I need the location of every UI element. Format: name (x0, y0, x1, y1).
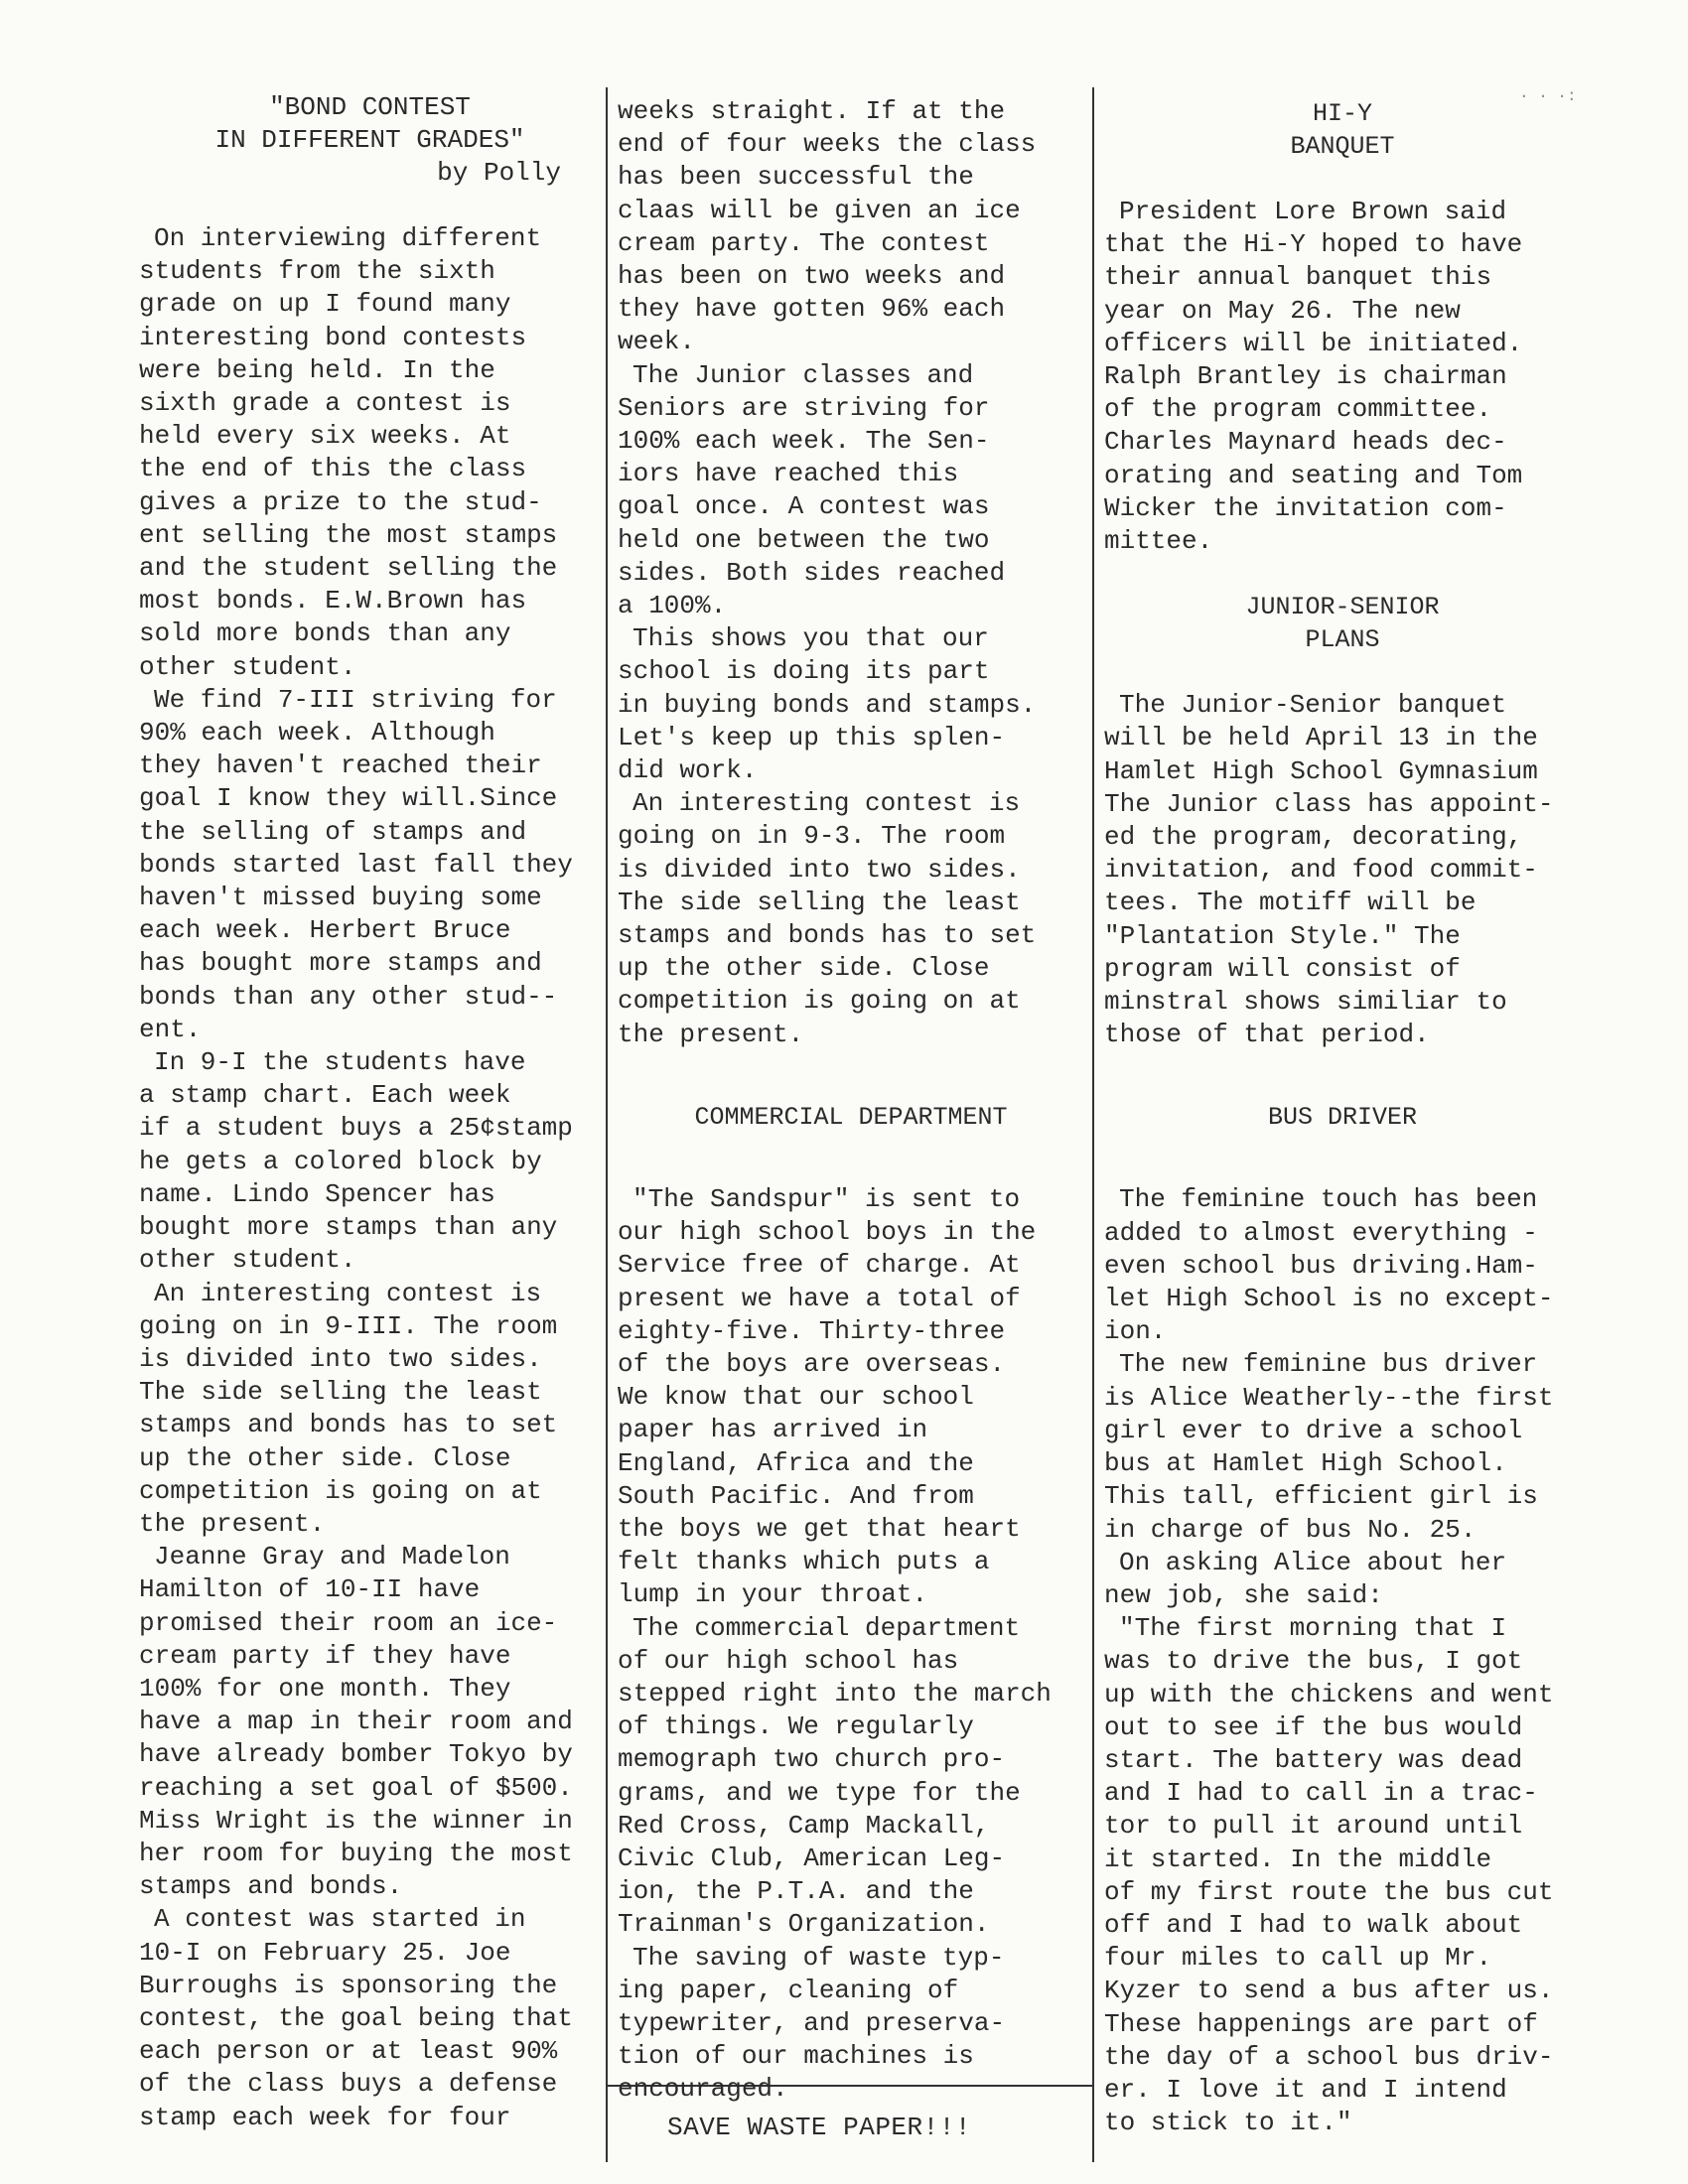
column-1 (139, 91, 601, 2134)
paragraph: This shows you that our school is doing its part in buying bonds and stamps. Let's keep up this splen- did work. (618, 623, 1037, 786)
article-title-line-1: "BOND CONTEST (269, 92, 471, 122)
bus-driver-article (1104, 1183, 1581, 2139)
paragraph: We find 7-III striving for 90% each week. Although they haven't reached their goal I know they will.Since the selling of stamps and bonds started last fall they haven't missed buying some each week. Herbert Bruce has bought more stamps and bonds than any other stud-- ent. (139, 684, 573, 1044)
save-waste-paper-slogan: SAVE WASTE PAPER!!! (667, 2113, 971, 2142)
paragraph: The saving of waste typ- ing paper, cleaning of typewriter, and preserva- tion of our machines is encouraged. (618, 1942, 1006, 2105)
paragraph: The Junior-Senior banquet will be held April 13 in the Hamlet High School Gymnasium The Junior class has appoint- ed the program, decorating, invitation, and food commit- tees. The motiff will be "Plantation Style." The program will consist of minstral shows similiar to those of that period. (1104, 690, 1554, 1050)
bond-contest-continued (618, 95, 1084, 1051)
article-byline: by Polly (437, 158, 561, 188)
paragraph: The commercial department of our high school has stepped right into the march of things. We regularly memograph two church pro- grams, and we type for the Red Cross, Camp Mackall, Civic Club, American Leg- ion, the P.T.A. and the Trainman's Organization. (618, 1612, 1052, 1940)
junior-senior-heading-line-2: PLANS (1305, 625, 1380, 655)
paragraph: The new feminine bus driver is Alice Weatherly--the first girl ever to drive a school bus at Hamlet High School. This tall, efficient girl is in charge of bus No. 25. (1104, 1349, 1554, 1545)
paragraph: A contest was started in 10-I on February 25. Joe Burroughs is sponsoring the contest, the goal being that each person or at least 90% of the class buys a defense stamp each week for four (139, 1904, 573, 2132)
paragraph: "The first morning that I was to drive the bus, I got up with the chickens and went out to see if the bus would start. The battery was dead and I had to call in a trac- tor to pull it around until it started. In the middle of my first route the bus cut off and I had to walk about four miles to call up Mr. Kyzer to send a bus after us. These happenings are part of the day of a school bus driv- er. I love it and I intend to stick to it." (1104, 1613, 1554, 2138)
hiy-heading-line-2: BANQUET (1290, 132, 1395, 161)
paragraph: President Lore Brown said that the Hi-Y hoped to have their annual banquet this year on May 26. The new officers will be initiated. Ralph Brantley is chairman of the program committee. Charles Maynard heads dec- orating and seating and Tom Wicker the invitation com- mittee. (1104, 197, 1523, 557)
print-speck: · · ·: (1519, 87, 1577, 105)
hiy-banquet-article (1104, 196, 1581, 558)
paragraph: The Junior classes and Seniors are striving for 100% each week. The Sen- iors have reached this goal once. A contest was held one between the two sides. Both sides reached a 100%. (618, 359, 1006, 621)
column-divider-right (1092, 87, 1094, 2162)
paragraph: Jeanne Gray and Madelon Hamilton of 10-II have promised their room an ice- cream party if they have 100% for one month. They have a map in their room and have already bomber Tokyo by reaching a set goal of $500. Miss Wright is the winner in her room for buying the most stamps and bonds. (139, 1542, 573, 1902)
paragraph: On asking Alice about her new job, she said: (1104, 1547, 1507, 1610)
paragraph: An interesting contest is going on in 9-III. The room is divided into two sides. The side selling the least stamps and bonds has to set up the other side. Close competition is going on at the present. (139, 1278, 558, 1539)
paragraph: On interviewing different students from the sixth grade on up I found many interesting bond contests were being held. In the sixth grade a contest is held every six weeks. At the end of this the class gives a prize to the stud- ent selling the most stamps and the student selling the most bonds. E.W.Brown has sold more bonds than any other student. (139, 223, 558, 682)
paragraph: The feminine touch has been added to almost everything - even school bus driving.Ham- let High School is no except- ion. (1104, 1184, 1554, 1347)
paragraph: In 9-I the students have a stamp chart. Each week if a student buys a 25¢stamp he gets a colored block by name. Lindo Spencer has bought more stamps than any other student. (139, 1047, 573, 1276)
commercial-department-heading: COMMERCIAL DEPARTMENT (694, 1102, 1008, 1132)
article-title-line-2: IN DIFFERENT GRADES" (214, 125, 525, 155)
commercial-department-article (618, 1183, 1084, 2107)
column-3 (1104, 97, 1581, 2139)
paragraph: An interesting contest is going on in 9-3. The room is divided into two sides. The side selling the least stamps and bonds has to set up the other side. Close competition is going on at the present. (618, 788, 1037, 1049)
paragraph: "The Sandspur" is sent to our high school boys in the Service free of charge. At present we have a total of eighty-five. Thirty-three of the boys are overseas. We know that our school paper has arrived in England, Africa and the South Pacific. And from the boys we get that heart felt thanks which puts a lump in your throat. (618, 1183, 1037, 1610)
junior-senior-article (1104, 689, 1581, 1051)
bus-driver-heading: BUS DRIVER (1267, 1103, 1418, 1133)
column-2 (618, 95, 1084, 2107)
hiy-heading-line-1: HI-Y (1312, 99, 1372, 128)
paragraph: weeks straight. If at the end of four weeks the class has been successful the claas will be given an ice cream party. The contest has been on two weeks and they have gotten 96% each week. (618, 96, 1037, 357)
column-divider-left (606, 87, 608, 2162)
bond-contest-article (139, 222, 601, 2134)
junior-senior-heading-line-1: JUNIOR-SENIOR (1245, 593, 1440, 622)
